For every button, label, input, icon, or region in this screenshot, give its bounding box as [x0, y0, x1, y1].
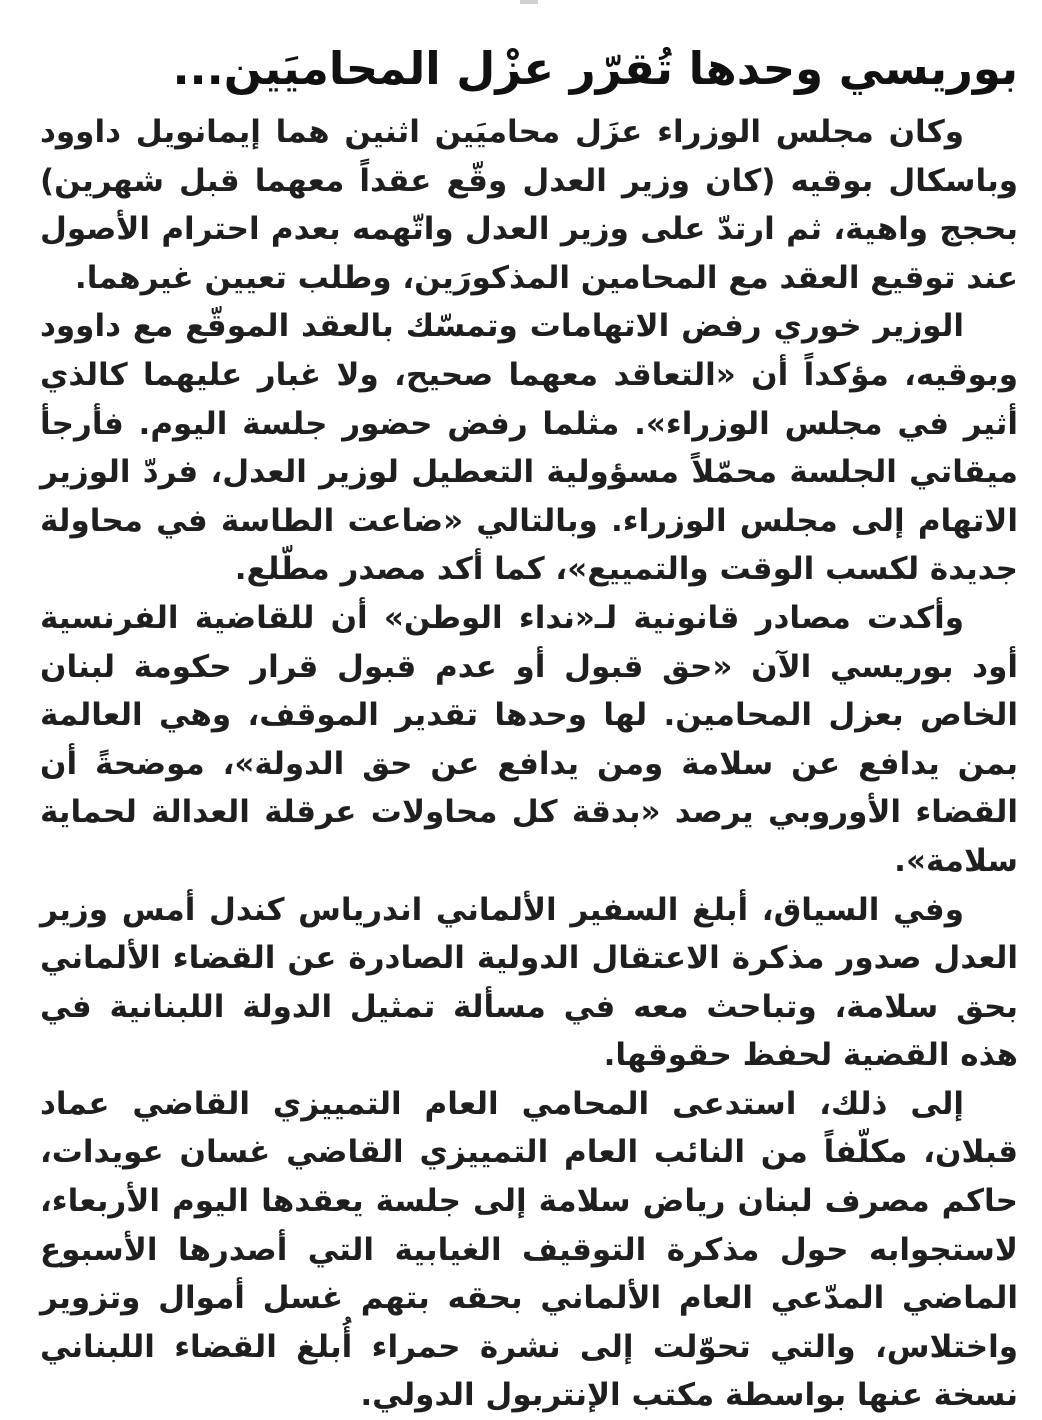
page-top-mark — [520, 0, 538, 4]
article-paragraph-4: وفي السياق، أبلغ السفير الألماني اندرياس كندل أمس وزير العدل صدور مذكرة الاعتقال الدولية الصادرة عن القضاء الألماني بحق سلامة، وتباحث معه في مسألة تمثيل الدولة اللبنانية في هذه القضية لحفظ حقوقها. — [40, 891, 1018, 1074]
article-paragraph-1: وكان مجلس الوزراء عزَل محاميَين اثنين هما إيمانويل داوود وباسكال بوقيه (كان وزير العدل وقّع عقداً معهما قبل شهرين) بحجج واهية، ثم ارتدّ على وزير العدل واتّهمه بعدم احترام الأصول عند توقيع العقد مع المحامين المذكورَين، وطلب تعيين غيرهما. — [40, 114, 1018, 296]
article-paragraph-3: وأكدت مصادر قانونية لـ«نداء الوطن» أن للقاضية الفرنسية أود بوريسي الآن «حق قبول أو عدم قبول قرار حكومة لبنان الخاص بعزل المحامين. لها وحدها تقدير الموقف، وهي العالمة بمن يدافع عن سلامة ومن يدافع عن حق الدولة»، موضحةً أن القضاء الأوروبي يرصد «بدقة كل محاولات عرقلة العدالة لحماية سلامة». — [40, 599, 1018, 879]
article-body — [40, 108, 1018, 1420]
article-headline: بوريسي وحدها تُقرّر عزْل المحاميَين... — [172, 42, 1018, 95]
article-paragraph-5: إلى ذلك، استدعى المحامي العام التمييزي القاضي عماد قبلان، مكلّفاً من النائب العام التمييزي القاضي غسان عويدات، حاكم مصرف لبنان رياض سلامة إلى جلسة يعقدها اليوم الأربعاء، لاستجوابه حول مذكرة التوقيف الغيابية التي أصدرها الأسبوع الماضي المدّعي العام الألماني بحقه بتهم غسل أموال وتزوير واختلاس، والتي تحوّلت إلى نشرة حمراء أُبلغ القضاء اللبناني نسخة عنها بواسطة مكتب الإنتربول الدولي. — [40, 1085, 1018, 1414]
article-paragraph-2: الوزير خوري رفض الاتهامات وتمسّك بالعقد الموقّع مع داوود وبوقيه، مؤكداً أن «التعاقد معهما صحيح، ولا غبار عليهما كالذي أثير في مجلس الوزراء». مثلما رفض حضور جلسة اليوم. فأرجأ ميقاتي الجلسة محمّلاً مسؤولية التعطيل لوزير العدل، فردّ الوزير الاتهام إلى مجلس الوزراء. وبالتالي «ضاعت الطاسة في محاولة جديدة لكسب الوقت والتمييع»، كما أكد مصدر مطّلع. — [40, 308, 1018, 588]
